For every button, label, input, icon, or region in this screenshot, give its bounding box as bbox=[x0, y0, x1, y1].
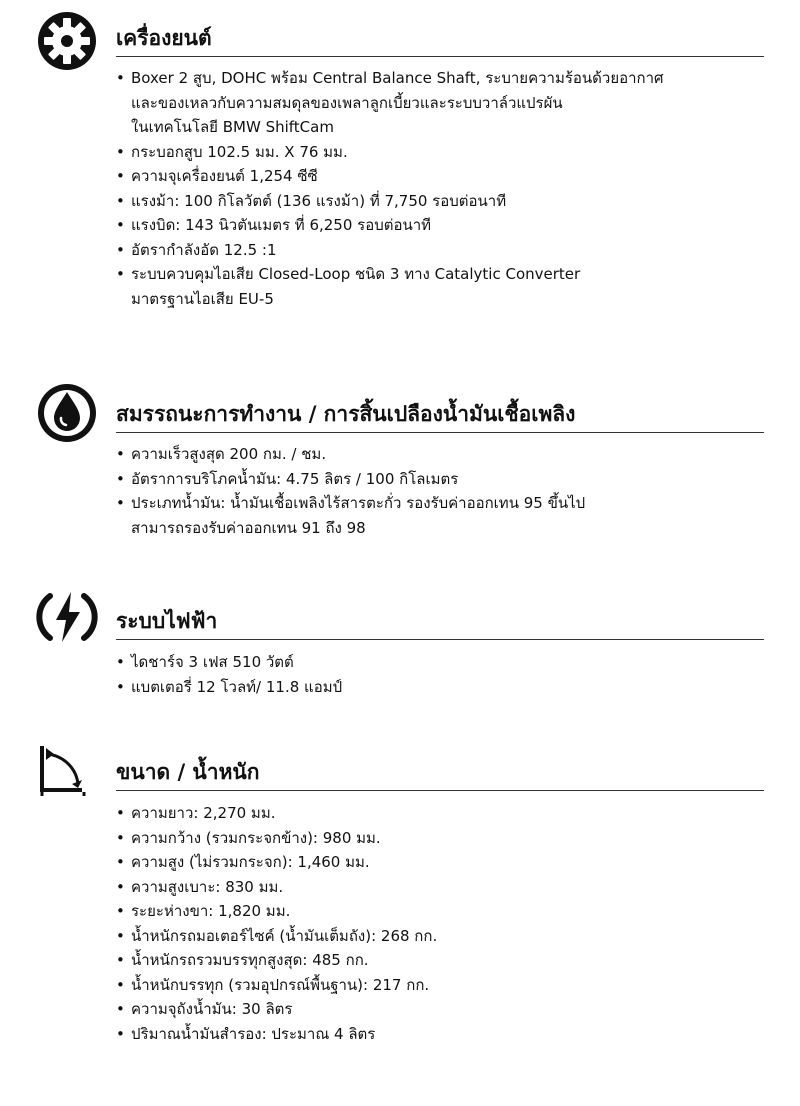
list-item bbox=[116, 675, 764, 700]
list-item-line: • ระยะห่างขา: 1,820 มม. bbox=[131, 902, 291, 920]
list-item bbox=[116, 189, 764, 214]
dimensions-angle-icon bbox=[36, 738, 98, 800]
fuel-drop-icon bbox=[36, 382, 98, 444]
list-item-line: • ความสูงเบาะ: 830 มม. bbox=[131, 877, 284, 896]
list-item-line: • ประเภทน้ำมัน: น้ำมันเชื้อเพลิงไร้สารตะกั่ว รองรับค่าออกเทน 95 ขึ้นไป bbox=[131, 494, 586, 512]
section-title: ระบบไฟฟ้า bbox=[116, 607, 764, 640]
electrical-spec-list bbox=[116, 650, 764, 699]
list-item-line: • แรงม้า: 100 กิโลวัตต์ (136 แรงม้า) ที่ 7,750 รอบต่อนาที bbox=[131, 191, 507, 210]
list-item-line: สามารถรองรับค่าออกเทน 91 ถึง 98 bbox=[131, 518, 366, 537]
list-item-line: • น้ำหนักรถรวมบรรทุกสูงสุด: 485 กก. bbox=[131, 951, 369, 969]
list-item bbox=[116, 467, 764, 492]
list-item-line: • แบตเตอรี่ 12 โวลท์/ 11.8 แอมป์ bbox=[131, 677, 343, 696]
gear-icon bbox=[36, 10, 98, 72]
list-item bbox=[116, 262, 764, 311]
list-item-line: มาตรฐานไอเสีย EU-5 bbox=[131, 289, 274, 308]
dimensions-spec-list bbox=[116, 801, 764, 1046]
list-item bbox=[116, 140, 764, 165]
list-item-line: • ความสูง (ไม่รวมกระจก): 1,460 มม. bbox=[131, 853, 370, 871]
section-title: สมรรถนะการทำงาน / การสิ้นเปลืองน้ำมันเชื้อเพลิง bbox=[116, 400, 764, 433]
list-item bbox=[116, 213, 764, 238]
list-item bbox=[116, 164, 764, 189]
list-item bbox=[116, 1022, 764, 1047]
list-item-line: • ปริมาณน้ำมันสำรอง: ประมาณ 4 ลิตร bbox=[131, 1024, 376, 1043]
list-item bbox=[116, 801, 764, 826]
list-item bbox=[116, 924, 764, 949]
list-item-line: และของเหลวกับความสมดุลของเพลาลูกเบี้ยวและระบบวาล์วแปรผัน bbox=[131, 93, 563, 112]
list-item bbox=[116, 650, 764, 675]
list-item-line: • ความเร็วสูงสุด 200 กม. / ชม. bbox=[131, 445, 327, 463]
list-item-line: • น้ำหนักบรรทุก (รวมอุปกรณ์พื้นฐาน): 217 กก. bbox=[131, 975, 430, 994]
list-item bbox=[116, 238, 764, 263]
list-item-line: ในเทคโนโลยี BMW ShiftCam bbox=[131, 118, 334, 136]
list-item-line: • ความยาว: 2,270 มม. bbox=[131, 804, 276, 822]
list-item-line: • อัตราการบริโภคน้ำมัน: 4.75 ลิตร / 100 กิโลเมตร bbox=[131, 469, 459, 488]
list-item bbox=[116, 66, 764, 140]
list-item-line: • ความจุเครื่องยนต์ 1,254 ซีซี bbox=[131, 167, 318, 185]
list-item-line: • แรงบิด: 143 นิวตันเมตร ที่ 6,250 รอบต่อนาที bbox=[131, 216, 432, 234]
list-item bbox=[116, 826, 764, 851]
list-item bbox=[116, 491, 764, 540]
list-item bbox=[116, 948, 764, 973]
list-item bbox=[116, 850, 764, 875]
list-item-line: • กระบอกสูบ 102.5 มม. X 76 มม. bbox=[131, 142, 348, 161]
list-item bbox=[116, 899, 764, 924]
list-item-line: • ความกว้าง (รวมกระจกข้าง): 980 มม. bbox=[131, 828, 381, 847]
section-title: ขนาด / น้ำหนัก bbox=[116, 758, 764, 791]
list-item bbox=[116, 973, 764, 998]
list-item-line: • ระบบควบคุมไอเสีย Closed-Loop ชนิด 3 ทาง Catalytic Converter bbox=[131, 265, 581, 283]
list-item-line: • Boxer 2 สูบ, DOHC พร้อม Central Balance Shaft, ระบายความร้อนด้วยอากาศ bbox=[131, 69, 664, 87]
list-item-line: • น้ำหนักรถมอเตอร์ไซค์ (น้ำมันเต็มถัง): 268 กก. bbox=[131, 926, 438, 945]
list-item-line: • อัตรากำลังอัด 12.5 :1 bbox=[131, 240, 277, 259]
list-item bbox=[116, 875, 764, 900]
engine-spec-list bbox=[116, 66, 764, 311]
list-item-line: • ไดชาร์จ 3 เฟส 510 วัตต์ bbox=[131, 653, 294, 671]
performance-spec-list bbox=[116, 442, 764, 540]
lightning-bolt-icon bbox=[36, 586, 98, 648]
list-item bbox=[116, 442, 764, 467]
section-title: เครื่องยนต์ bbox=[116, 24, 764, 57]
list-item bbox=[116, 997, 764, 1022]
list-item-line: • ความจุถังน้ำมัน: 30 ลิตร bbox=[131, 1000, 293, 1018]
